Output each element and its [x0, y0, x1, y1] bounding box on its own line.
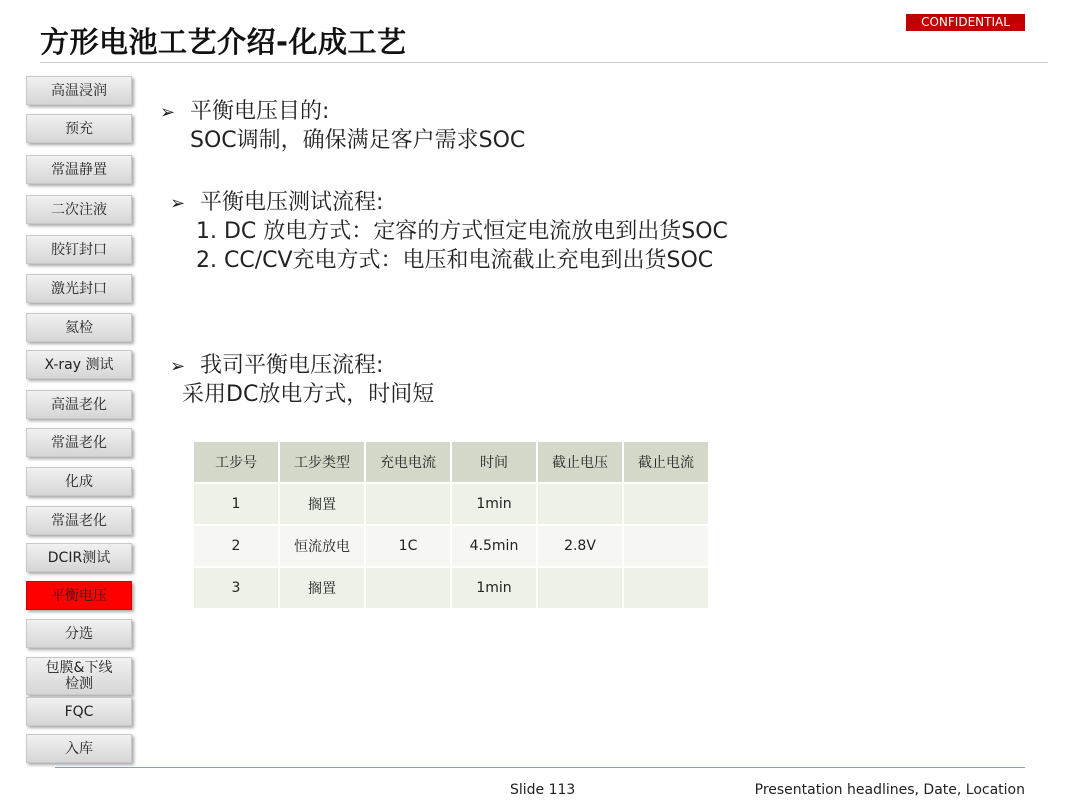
table-cell: 2.8V	[537, 525, 623, 567]
table-cell: 2	[193, 525, 279, 567]
section-purpose-heading	[160, 94, 329, 125]
table-cell	[537, 483, 623, 525]
section-flow-line-1: 1. DC 放电方式：定容的方式恒定电流放电到出货SOC	[196, 219, 728, 244]
sidebar-item-room-temp-aging[interactable]: 常温老化	[26, 428, 132, 457]
column-header: 截止电压	[537, 441, 623, 483]
sidebar-item-high-temp-soak[interactable]: 高温浸润	[26, 76, 132, 105]
balance-voltage-step-table	[192, 440, 710, 610]
table-cell: 3	[193, 567, 279, 609]
footer-divider	[55, 767, 1025, 768]
confidential-badge: CONFIDENTIAL	[906, 14, 1025, 31]
table-cell: 搁置	[279, 567, 365, 609]
section-company-title: 我司平衡电压流程:	[200, 353, 384, 378]
section-flow-title: 平衡电压测试流程:	[200, 190, 384, 215]
sidebar-item-second-injection[interactable]: 二次注液	[26, 195, 132, 224]
section-flow-heading	[170, 185, 383, 216]
table-header-row	[193, 441, 709, 483]
sidebar-item-film-wrap-inspection[interactable]: 包膜&下线 检测	[26, 657, 132, 695]
footer-caption: Presentation headlines, Date, Location	[754, 782, 1025, 798]
sidebar-item-fqc[interactable]: FQC	[26, 697, 132, 726]
sidebar-item-pre-charge[interactable]: 预充	[26, 114, 132, 143]
sidebar-item-high-temp-aging[interactable]: 高温老化	[26, 390, 132, 419]
sidebar-item-formation[interactable]: 化成	[26, 467, 132, 496]
sidebar-item-rubber-nail-seal[interactable]: 胶钉封口	[26, 235, 132, 264]
sidebar-item-room-temp-rest[interactable]: 常温静置	[26, 155, 132, 184]
table-cell	[623, 525, 709, 567]
table-cell: 恒流放电	[279, 525, 365, 567]
column-header: 工步类型	[279, 441, 365, 483]
section-company-line: 采用DC放电方式，时间短	[182, 382, 435, 407]
sidebar-item-warehousing[interactable]: 入库	[26, 734, 132, 763]
sidebar-item-dcir-test[interactable]: DCIR测试	[26, 543, 132, 572]
table-cell	[365, 483, 451, 525]
slide-number: Slide 113	[510, 782, 576, 798]
table-row	[193, 525, 709, 567]
sidebar-item-sorting[interactable]: 分选	[26, 619, 132, 648]
title-divider	[40, 62, 1048, 63]
table-cell: 1	[193, 483, 279, 525]
section-purpose-title: 平衡电压目的:	[190, 99, 330, 124]
section-company-heading	[170, 348, 383, 379]
table-cell: 1C	[365, 525, 451, 567]
table-cell	[623, 567, 709, 609]
column-header: 充电电流	[365, 441, 451, 483]
arrow-bullet-icon: ➢	[170, 193, 186, 214]
table-row	[193, 567, 709, 609]
table-cell	[365, 567, 451, 609]
column-header: 工步号	[193, 441, 279, 483]
section-purpose-line: SOC调制，确保满足客户需求SOC	[190, 128, 526, 153]
table-row	[193, 483, 709, 525]
arrow-bullet-icon: ➢	[170, 356, 186, 377]
sidebar-item-room-temp-aging-2[interactable]: 常温老化	[26, 506, 132, 535]
table-cell: 4.5min	[451, 525, 537, 567]
arrow-bullet-icon: ➢	[160, 102, 176, 123]
sidebar-item-xray-test[interactable]: X-ray 测试	[26, 350, 132, 379]
column-header: 截止电流	[623, 441, 709, 483]
table-cell	[537, 567, 623, 609]
table-cell: 搁置	[279, 483, 365, 525]
sidebar-item-helium-check[interactable]: 氦检	[26, 313, 132, 342]
column-header: 时间	[451, 441, 537, 483]
section-flow-line-2: 2. CC/CV充电方式：电压和电流截止充电到出货SOC	[196, 248, 714, 273]
table-cell: 1min	[451, 567, 537, 609]
sidebar-item-laser-seal[interactable]: 激光封口	[26, 274, 132, 303]
table-cell: 1min	[451, 483, 537, 525]
page-title: 方形电池工艺介绍-化成工艺	[40, 25, 407, 59]
sidebar-item-balance-voltage[interactable]: 平衡电压	[26, 581, 132, 610]
table-cell	[623, 483, 709, 525]
